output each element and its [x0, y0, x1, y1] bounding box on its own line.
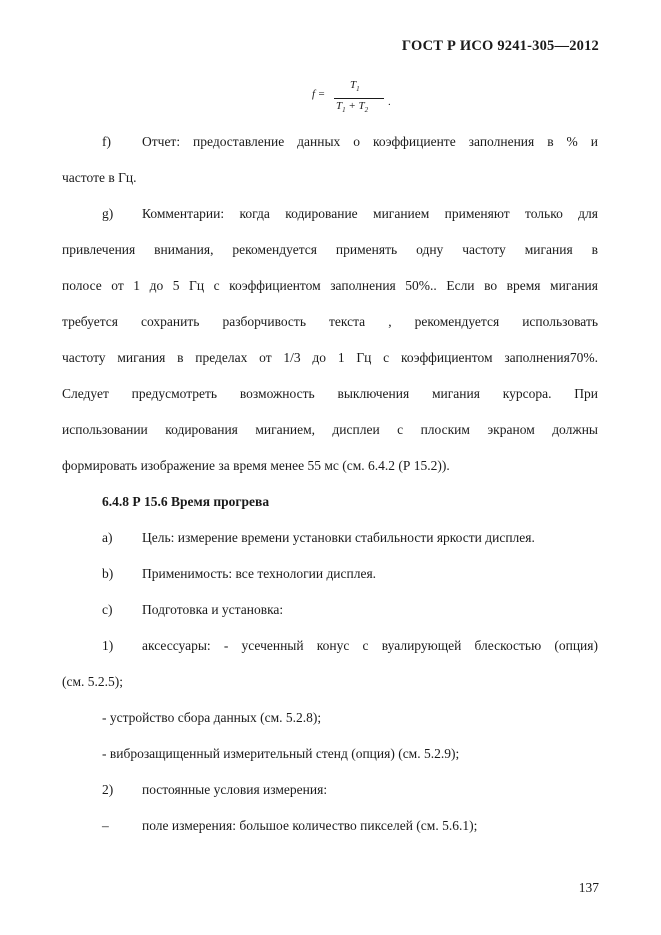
formula-lhs: f =	[312, 88, 326, 100]
item-a-text: Цель: измерение времени установки стабильности яркости дисплея.	[142, 530, 535, 545]
accessory-vibration-stand: - виброзащищенный измерительный стенд (опция) (см. 5.2.9);	[102, 746, 460, 761]
duty-cycle-formula	[312, 76, 412, 116]
item-2-marker: 2)	[102, 782, 114, 797]
item-1-marker: 1)	[102, 638, 114, 653]
formula-denominator: $T_1 + T_2$	[336, 100, 369, 115]
item-2-text: постоянные условия измерения:	[142, 782, 328, 797]
item-c-marker: с)	[102, 602, 113, 617]
item-g-line-2: привлечения внимания, рекомендуется применять одну частоту мигания в	[62, 242, 598, 257]
item-b-text: Применимость: все технологии дисплея.	[142, 566, 377, 581]
item-1-line-1: аксессуары: - усеченный конус с вуалирующей блескостью (опция)	[142, 638, 598, 653]
page-number: 137	[578, 880, 599, 895]
formula-terminator: .	[388, 96, 391, 108]
section-title: 6.4.8 Р 15.6 Время прогрева	[102, 494, 270, 509]
item-b-marker: b)	[102, 566, 114, 581]
accessory-data-device: - устройство сбора данных (см. 5.2.8);	[102, 710, 322, 725]
item-g-line-3: полосе от 1 до 5 Гц с коэффициентом заполнения 50%.. Если во время мигания	[62, 278, 598, 293]
measurement-field-text: поле измерения: большое количество пикселей (см. 5.6.1);	[142, 818, 478, 833]
item-f-line-2: частоте в Гц.	[62, 170, 137, 185]
item-g-line-5: частоту мигания в пределах от 1/3 до 1 Гц с коэффициентом заполнения70%.	[62, 350, 598, 365]
formula-numerator: $T_1$	[350, 79, 360, 94]
item-g-marker: g)	[102, 206, 114, 221]
standard-header: ГОСТ Р ИСО 9241-305—2012	[401, 38, 599, 54]
item-a-marker: а)	[102, 530, 113, 545]
item-g-line-7: использовании кодирования миганием, дисплеи с плоским экраном должны	[62, 422, 598, 437]
item-1-line-2: (см. 5.2.5);	[62, 674, 124, 689]
item-f-line-1: Отчет: предоставление данных о коэффициенте заполнения в % и	[142, 134, 598, 149]
item-g-line-8: формировать изображение за время менее 55 мс (см. 6.4.2 (Р 15.2)).	[62, 458, 450, 473]
item-dash-marker: –	[102, 818, 109, 833]
item-g-line-4: требуется сохранить разборчивость текста , рекомендуется использовать	[62, 314, 598, 329]
item-g-line-6: Следует предусмотреть возможность выключения мигания курсора. При	[62, 386, 598, 401]
item-g-line-1: Комментарии: когда кодирование миганием применяют только для	[142, 206, 598, 221]
formula-fraction-bar	[334, 98, 384, 99]
item-c-text: Подготовка и установка:	[142, 602, 284, 617]
item-f-marker: f)	[102, 134, 111, 149]
